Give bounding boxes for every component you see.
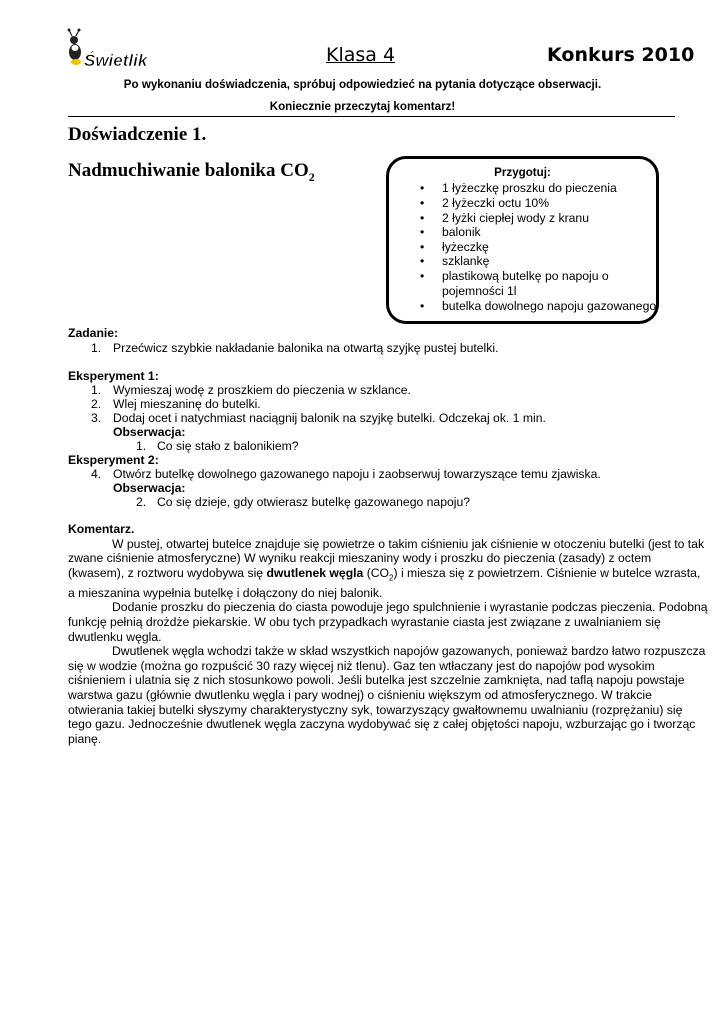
exp1-step-text: Wymieszaj wodę z proszkiem do pieczenia w szklance. (113, 383, 411, 397)
subtitle-subscript: 2 (308, 169, 315, 184)
exp1-observation-label: Obserwacja: (113, 425, 186, 439)
comment-paragraph-1: W pustej, otwartej butelce znajduje się powietrze o takim ciśnieniu jak ciśnienie w otoczeniu butelki (jest to tak zwane ciśnienie atmosferyczne) W wyniku reakcji mieszaniny wody i proszku do pieczenia (zasady) z octem (kwasem), z roztworu wydobywa się dwutlenek węgla $(CO_2)$ i miesza się z powietrzem. Ciśnienie w butelce wzrasta, a mieszanina wypełnia butelkę i dołączony do niej balonik. (68, 536, 705, 600)
swietlik-logo (66, 28, 156, 72)
exp1-step-text: Dodaj ocet i natychmiast naciągnij balonik na szyjkę butelki. Odczekaj ok. 1 min. (113, 411, 546, 425)
exp1-step-num: 3. (91, 411, 102, 425)
contest-label: Konkurs 2010 (547, 44, 695, 66)
exp2-label: Eksperyment 2: (68, 453, 159, 467)
comment-label: Komentarz. (68, 522, 135, 536)
subtitle-main: Nadmuchiwanie balonika CO (68, 160, 309, 181)
comment-paragraph-2: Dodanie proszku do pieczenia do ciasta powoduje jego spulchnienie i wyrastanie podczas pieczenia. Podobną funkcję pełnią drożdże piekarskie. W obu tych przypadkach wyrastanie ciasta jest związane z uwalnianiem się dwutlenku węgla. (68, 600, 708, 644)
firefly-icon (68, 29, 82, 66)
exp1-step-text: Wlej mieszaninę do butelki. (113, 397, 261, 411)
instruction-line-1: Po wykonaniu doświadczenia, spróbuj odpowiedzieć na pytania dotyczące obserwacji. (123, 78, 602, 91)
comment-bold-term: dwutlenek węgla (266, 565, 364, 580)
comment-paragraph-3: Dwutlenek węgla wchodzi także w skład wszystkich napojów gazowanych, ponieważ bardzo łatwo rozpuszcza się w wodzie (można go rozpuścić 30 razy więcej niż tlenu). Gaz ten wtłaczany jest do napojów pod wysokim ciśnieniem i ulatnia się z nich stosunkowo powoli. Jeśli butelka jest szczelnie zamknięta, nad taflą napoju powstaje warstwa gazu (głównie dwutlenku węgla i pary wodnej) o ciśnieniu większym od atmosferycznego. W trakcie otwierania takiej butelki słyszymy charakterystyczny syk, towarzyszący gwałtownemu uwalnianiu (rozprężaniu) się tego gazu. Jednocześnie dwutlenek węgla zaczyna wydobywać się z całej objętości napoju, wzburzając go i tworząc pianę. (68, 644, 706, 746)
comment-section (68, 522, 708, 746)
header-divider (68, 116, 675, 117)
task-num: 1. (91, 341, 102, 355)
exp2-observation-label: Obserwacja: (113, 481, 186, 495)
class-label: Klasa 4 (326, 44, 396, 66)
exp2-step-text: Otwórz butelkę dowolnego gazowanego napoju i zaobserwuj towarzyszące temu zjawiska. (113, 467, 601, 481)
exp2-observation-question: Co się dzieje, gdy otwierasz butelkę gazowanego napoju? (157, 495, 471, 509)
task-label: Zadanie: (68, 326, 119, 340)
task-text: Przećwicz szybkie nakładanie balonika na otwartą szyjkę pustej butelki. (113, 341, 499, 355)
instruction-line-2: Koniecznie przeczytaj komentarz! (269, 100, 456, 113)
exp1-observation-num: 1. (136, 439, 147, 453)
prepare-title: Przygotuj: (494, 166, 551, 179)
exp1-observation-question: Co się stało z balonikiem? (157, 439, 299, 453)
experiment-heading: Doświadczenie 1. (68, 124, 207, 145)
exp1-step-num: 1. (91, 383, 102, 397)
exp2-step-num: 4. (91, 467, 102, 481)
exp2-observation-num: 2. (136, 495, 147, 509)
logo-text: Świetlik (84, 51, 148, 70)
exp1-step-num: 2. (91, 397, 102, 411)
experiment-subtitle (68, 160, 315, 185)
exp1-label: Eksperyment 1: (68, 369, 159, 383)
